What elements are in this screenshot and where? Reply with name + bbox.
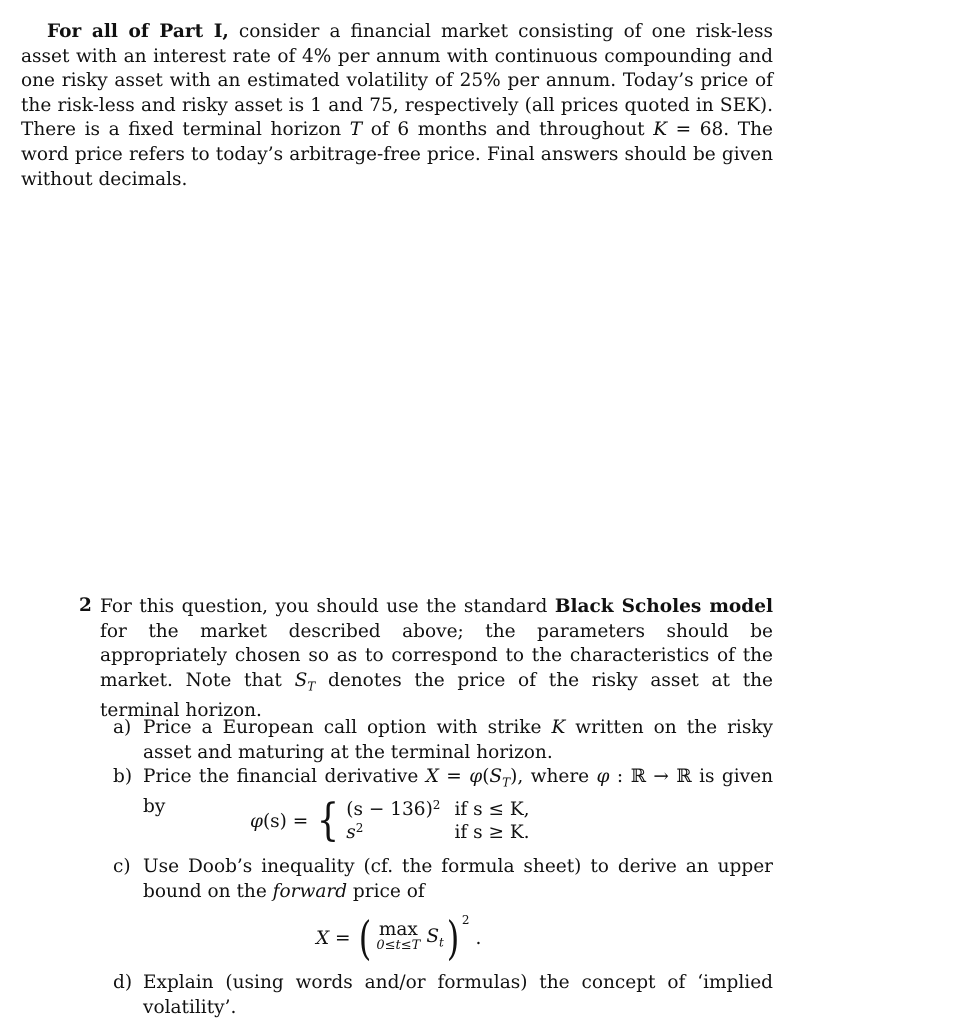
b-phi2: φ [596, 766, 610, 788]
b-S: S [489, 766, 503, 788]
d-text: Explain (using words and/or formulas) the concept of ‘implied volatility’. [143, 972, 773, 1018]
intro-lead-bold: For all of Part I, [47, 21, 229, 42]
q2-text-3: denotes the price of the risky asset at the terminal horizon. [100, 669, 773, 722]
max-word: max [378, 919, 418, 940]
subquestion-c-label: c) [113, 856, 131, 877]
a-text-2: written on the risky asset and maturing at the terminal horizon. [143, 717, 773, 763]
q2-S: S [294, 669, 308, 691]
case1-expr: $(s - 136)^2$ [346, 798, 441, 820]
eq-X: X [316, 927, 330, 949]
intro-text-3: The word price refers to today’s arbitrage-free price. Final answers should be given without decimals. [21, 119, 773, 190]
c-text-2: price of [347, 880, 425, 902]
a-text-1: Price a European call option with strike [143, 717, 552, 738]
intro-T: T [349, 119, 363, 141]
left-brace: { [317, 795, 340, 846]
case2-expr: $s^2$ [346, 821, 364, 843]
eq-period: . [475, 927, 482, 949]
q2-text-2: for the market described above; the parameters should be appropriately chosen so as to correspond to the characteristics of the market. Note that [100, 620, 773, 691]
subquestion-a [113, 716, 773, 765]
intro-text-1: consider a financial market consisting of one risk-less asset with an interest rate of 4% per annum with continuous compounding and one risky asset with an estimated volatility of 25% per annum. Today’s price of the risk-less and risky asset is 1 and 75, respectively (all prices quoted in SEK). There is a fixed terminal horizon [21, 21, 773, 141]
subquestion-c [113, 855, 773, 904]
max-operator [376, 919, 421, 954]
question-2 [79, 595, 773, 724]
eq-S: $S_t$ [426, 926, 444, 950]
a-K: K [551, 717, 566, 738]
right-paren: ) [446, 911, 460, 965]
b-text-3: is given by [143, 766, 773, 818]
max-range: 0≤t≤T [376, 938, 421, 953]
intro-text [21, 20, 773, 192]
eq-pow: 2 [461, 913, 470, 927]
doob-formula [316, 908, 481, 968]
b-T-sub: T [502, 775, 511, 790]
subquestion-d-label: d) [113, 972, 133, 993]
piecewise-formula [250, 793, 530, 849]
question-2-text [100, 595, 773, 724]
part-intro-paragraph [21, 20, 773, 192]
b-text-2: where [523, 766, 597, 788]
subquestion-d [113, 971, 773, 1020]
q2-bold-model: Black Scholes model [554, 596, 773, 617]
subquestion-list-cont [113, 855, 773, 904]
c-forward: forward [272, 880, 348, 902]
q2-T-sub: T [307, 679, 316, 694]
b-map: : ℝ → ℝ [609, 766, 692, 788]
question-number: 2 [79, 595, 92, 616]
b-phi: φ [469, 766, 483, 788]
eq-equals: = [329, 927, 357, 949]
subquestion-list-end [113, 971, 773, 1020]
b-text-1: Price the financial derivative [143, 766, 426, 788]
piecewise-cases [346, 798, 529, 844]
c-text-1: Use Doob’s inequality (cf. the formula sheet) to derive an upper bound on the [143, 856, 773, 902]
b-X: X [425, 766, 439, 788]
intro-eq-68: = 68. [667, 119, 730, 141]
q2-text-1: For this question, you should use the standard [100, 596, 555, 617]
case2-cond: if s ≥ K. [454, 822, 530, 843]
pw-phi: φ [250, 810, 263, 832]
subquestion-b-label: b) [113, 766, 133, 788]
subquestion-a-label: a) [113, 717, 132, 738]
b-arg-close: ), [510, 766, 524, 788]
intro-text-2: of 6 months and throughout [362, 119, 654, 141]
intro-K: K [653, 119, 668, 141]
b-arg-open: ( [482, 766, 490, 788]
b-eq: = [438, 766, 470, 788]
left-paren: ( [359, 911, 372, 965]
case1-cond: if s ≤ K, [454, 799, 530, 820]
pw-lhs: (s) = [262, 810, 309, 832]
